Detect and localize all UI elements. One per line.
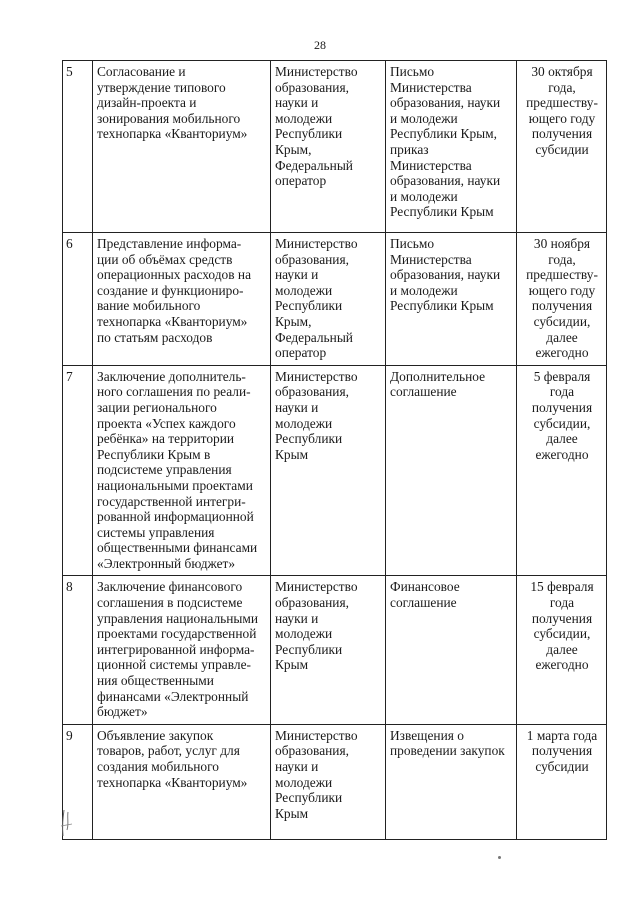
row-number: 8 — [63, 576, 93, 724]
row-number: 5 — [63, 61, 93, 233]
deadline-cell: 5 февраля года получения субсидии, далее ежегодно — [517, 365, 607, 576]
responsible-cell: Министерство образования, науки и молодежи Республики Крым — [271, 724, 386, 839]
document-cell: Финансовое соглашение — [386, 576, 517, 724]
table-row — [63, 724, 607, 839]
row-number: 9 — [63, 724, 93, 839]
table-row — [63, 576, 607, 724]
table-row — [63, 365, 607, 576]
task-cell: Объявление закупок товаров, работ, услуг для создания мобильного технопарка «Кванториум» — [93, 724, 271, 839]
row-number: 7 — [63, 365, 93, 576]
handwritten-mark-icon — [60, 808, 78, 838]
document-cell: Письмо Министерства образования, науки и молодежи Республики Крым, приказ Министерства образования, науки и молодежи Республики Крым — [386, 61, 517, 233]
action-plan-table — [62, 60, 607, 840]
row-number: 6 — [63, 233, 93, 366]
document-cell: Дополнительное соглашение — [386, 365, 517, 576]
document-cell: Извещения о проведении закупок — [386, 724, 517, 839]
task-cell: Представление информа- ции об объёмах средств операционных расходов на создание и функциониро- вание мобильного технопарка «Кванториум» по статьям расходов — [93, 233, 271, 366]
deadline-cell: 30 октября года, предшеству- ющего году получения субсидии — [517, 61, 607, 233]
page-number: 28 — [314, 38, 326, 52]
task-cell: Согласование и утверждение типового дизайн-проекта и зонирования мобильного технопарка «Кванториум» — [93, 61, 271, 233]
scan-dot-mark — [498, 856, 501, 859]
document-cell: Письмо Министерства образования, науки и молодежи Республики Крым — [386, 233, 517, 366]
table-row — [63, 61, 607, 233]
deadline-cell: 1 марта года получения субсидии — [517, 724, 607, 839]
task-cell: Заключение дополнитель- ного соглашения по реали- зации регионального проекта «Успех каждого ребёнка» на территории Республики Крым в подсистеме управления национальными проектами государственной интегри- рованной информационной системы управления общественными финансами «Электронный бюджет» — [93, 365, 271, 576]
responsible-cell: Министерство образования, науки и молодежи Республики Крым — [271, 576, 386, 724]
table-row — [63, 233, 607, 366]
responsible-cell: Министерство образования, науки и молодежи Республики Крым, Федеральный оператор — [271, 233, 386, 366]
responsible-cell: Министерство образования, науки и молодежи Республики Крым — [271, 365, 386, 576]
deadline-cell: 30 ноября года, предшеству- ющего году получения субсидии, далее ежегодно — [517, 233, 607, 366]
responsible-cell: Министерство образования, науки и молодежи Республики Крым, Федеральный оператор — [271, 61, 386, 233]
deadline-cell: 15 февраля года получения субсидии, далее ежегодно — [517, 576, 607, 724]
task-cell: Заключение финансового соглашения в подсистеме управления национальными проектами государственной интегрированной информа- ционной системы управле- ния общественными финансами «Электронный бюджет» — [93, 576, 271, 724]
